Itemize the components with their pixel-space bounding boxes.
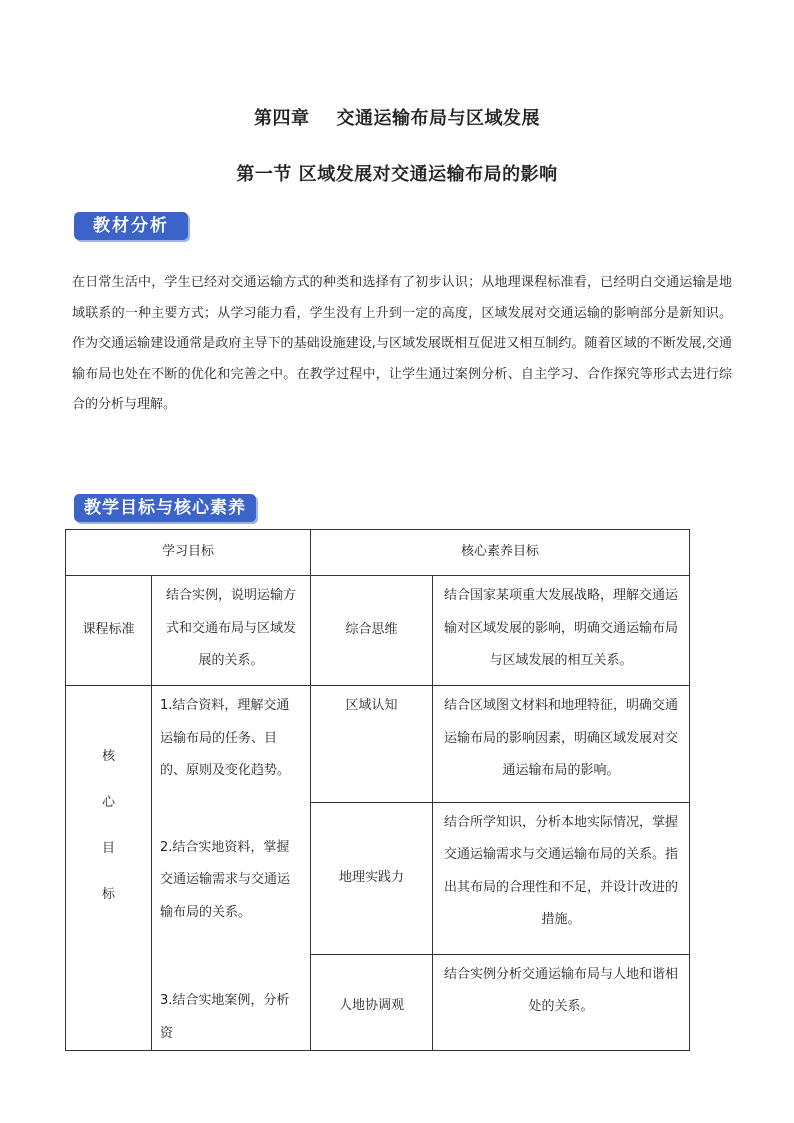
core-label-char: 目 (101, 841, 115, 856)
course-standard-label: 课程标准 (66, 576, 152, 686)
core-goals-label (66, 686, 152, 1051)
goals-table (65, 529, 690, 1051)
teaching-goals-badge: 教学目标与核心素养 (74, 494, 256, 522)
core-label-char: 核 (101, 749, 115, 764)
material-paragraph: 在日常生活中，学生已经对交通运输方式的种类和选择有了初步认识；从地理课程标准看，已经明白交通运输是地域联系的一种主要方式；从学习能力看，学生没有上升到一定的高度，区域发展对交通运输的影响部分是新知识。作为交通运输建设通常是政府主导下的基础设施建设,与区域发展既相互促进又相互制约。随着区域的不断发展,交通输布局也处在不断的优化和完善之中。在教学过程中，让学生通过案例分析、自主学习、合作探究等形式去进行综合的分析与理解。 (72, 275, 732, 412)
core-label-char: 标 (101, 887, 115, 902)
table-row (66, 576, 690, 686)
course-standard-text: 结合实例，说明运输方式和交通布局与区域发展的关系。 (152, 576, 311, 686)
literacy-text: 结合所学知识，分析本地实际情况，掌握交通运输需求与交通运输布局的关系。指出其布局的合理性和不足，并设计改进的措施。 (433, 802, 690, 954)
material-analysis-badge: 教材分析 (74, 212, 188, 240)
literacy-text: 结合国家某项重大发展战略，理解交通运输对区域发展的影响，明确交通运输布局与区域发展的相互关系。 (433, 576, 690, 686)
core-goals-text (152, 686, 311, 1051)
header-learning-goals: 学习目标 (66, 530, 311, 576)
literacy-text: 结合实例分析交通运输布局与人地和谐相处的关系。 (433, 954, 690, 1050)
literacy-text: 结合区域图文材料和地理特征，明确交通运输布局的影响因素，明确区域发展对交通运输布局的影响。 (433, 686, 690, 803)
goal-2: 2.结合实地资料，掌握交通运输需求与交通运输布局的关系。 (160, 839, 291, 920)
literacy-name: 地理实践力 (311, 802, 433, 954)
literacy-name: 人地协调观 (311, 954, 433, 1050)
literacy-name: 综合思维 (311, 576, 433, 686)
material-analysis-text (72, 268, 732, 421)
section-title: 第一节 区域发展对交通运输布局的影响 (236, 164, 558, 185)
header-core-literacy: 核心素养目标 (311, 530, 690, 576)
goal-3: 3.结合实地案例，分析资 (160, 993, 290, 1041)
goal-1: 1.结合资料，理解交通运输布局的任务、目的、原则及变化趋势。 (160, 698, 291, 778)
table-row (66, 686, 690, 803)
literacy-name: 区域认知 (311, 686, 433, 803)
core-label-char: 心 (101, 795, 115, 810)
table-header-row (66, 530, 690, 576)
chapter-title: 第四章 交通运输布局与区域发展 (253, 108, 541, 129)
